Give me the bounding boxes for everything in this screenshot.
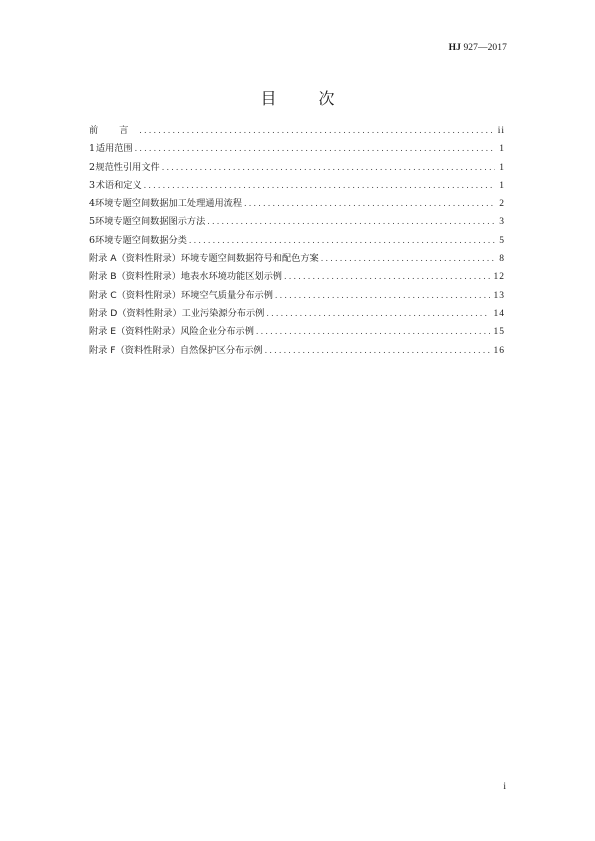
toc-leader-dots xyxy=(139,122,493,140)
toc-entry-label: 术语和定义 xyxy=(95,179,142,191)
toc-leader-dots xyxy=(162,159,496,177)
toc-entry-number: 3 xyxy=(89,179,96,191)
toc-entry-label: 环境专题空间数据加工处理通用流程 xyxy=(95,198,243,210)
standard-code xyxy=(449,43,507,53)
toc-entry-4[interactable] xyxy=(89,195,505,213)
toc-entry-appendix-c[interactable] xyxy=(89,287,505,305)
toc-entry-3[interactable] xyxy=(89,177,505,195)
toc-entry-label: 附录 A（资料性附录）环境专题空间数据符号和配色方案 xyxy=(89,253,319,265)
toc-entry-5[interactable] xyxy=(89,213,505,231)
toc-entry-6[interactable] xyxy=(89,232,505,250)
toc-leader-dots xyxy=(266,305,489,323)
toc-entry-label: 环境专题空间数据分类 xyxy=(95,234,187,246)
toc-leader-dots xyxy=(265,342,490,360)
standard-code-prefix: HJ xyxy=(448,43,461,53)
toc-entry-page: 15 xyxy=(493,327,505,338)
table-of-contents xyxy=(89,122,505,360)
toc-entry-label: 规范性引用文件 xyxy=(95,161,160,173)
toc-entry-label: 附录 C（资料性附录）环境空气质量分布示例 xyxy=(89,289,273,301)
toc-entry-appendix-e[interactable] xyxy=(89,323,505,341)
toc-entry-page: 13 xyxy=(493,290,505,301)
toc-entry-label: 附录 B（资料性附录）地表水环境功能区划示例 xyxy=(89,271,282,283)
toc-entry-page: 14 xyxy=(493,308,505,319)
toc-leader-dots xyxy=(207,213,495,231)
toc-entry-page: ii xyxy=(497,126,505,136)
page-title xyxy=(0,86,595,109)
toc-entry-label: 适用范围 xyxy=(95,143,133,155)
toc-entry-number: 2 xyxy=(89,161,96,173)
toc-entry-label: 环境专题空间数据图示方法 xyxy=(95,216,206,228)
toc-entry-preface[interactable] xyxy=(89,122,505,140)
toc-entry-label: 附录 E（资料性附录）风险企业分布示例 xyxy=(89,326,254,338)
toc-entry-page: 3 xyxy=(499,217,505,228)
toc-entry-1[interactable] xyxy=(89,140,505,158)
toc-leader-dots xyxy=(256,323,490,341)
toc-entry-label: 附录 D（资料性附录）工业污染源分布示例 xyxy=(89,307,265,319)
toc-leader-dots xyxy=(275,287,490,305)
toc-entry-2[interactable] xyxy=(89,159,505,177)
toc-entry-label: 附录 F（资料性附录）自然保护区分布示例 xyxy=(89,344,263,356)
toc-entry-appendix-d[interactable] xyxy=(89,305,505,323)
toc-entry-appendix-a[interactable] xyxy=(89,250,505,268)
toc-entry-page: 2 xyxy=(499,199,505,210)
toc-leader-dots xyxy=(284,268,490,286)
page-title-part1: 目 xyxy=(260,89,277,108)
toc-entry-page: 12 xyxy=(493,272,505,283)
toc-entry-page: 8 xyxy=(499,254,505,265)
toc-entry-number: 4 xyxy=(89,198,96,210)
toc-entry-number: 6 xyxy=(89,234,96,246)
toc-entry-appendix-b[interactable] xyxy=(89,268,505,286)
toc-entry-page: 5 xyxy=(499,235,505,246)
toc-leader-dots xyxy=(321,250,496,268)
toc-entry-number: 5 xyxy=(89,216,96,228)
toc-entry-page: 1 xyxy=(499,180,505,191)
toc-entry-page: 16 xyxy=(493,345,505,356)
page-number: i xyxy=(503,782,506,792)
toc-entry-page: 1 xyxy=(499,144,505,155)
toc-leader-dots xyxy=(189,232,495,250)
page-title-part2: 次 xyxy=(318,89,335,108)
toc-entry-label: 前 言 xyxy=(89,125,138,136)
standard-code-number: 927—2017 xyxy=(463,43,507,53)
toc-leader-dots xyxy=(244,195,495,213)
toc-entry-number: 1 xyxy=(89,143,96,155)
toc-leader-dots xyxy=(135,140,496,158)
toc-leader-dots xyxy=(144,177,496,195)
toc-entry-page: 1 xyxy=(499,162,505,173)
toc-entry-appendix-f[interactable] xyxy=(89,342,505,360)
